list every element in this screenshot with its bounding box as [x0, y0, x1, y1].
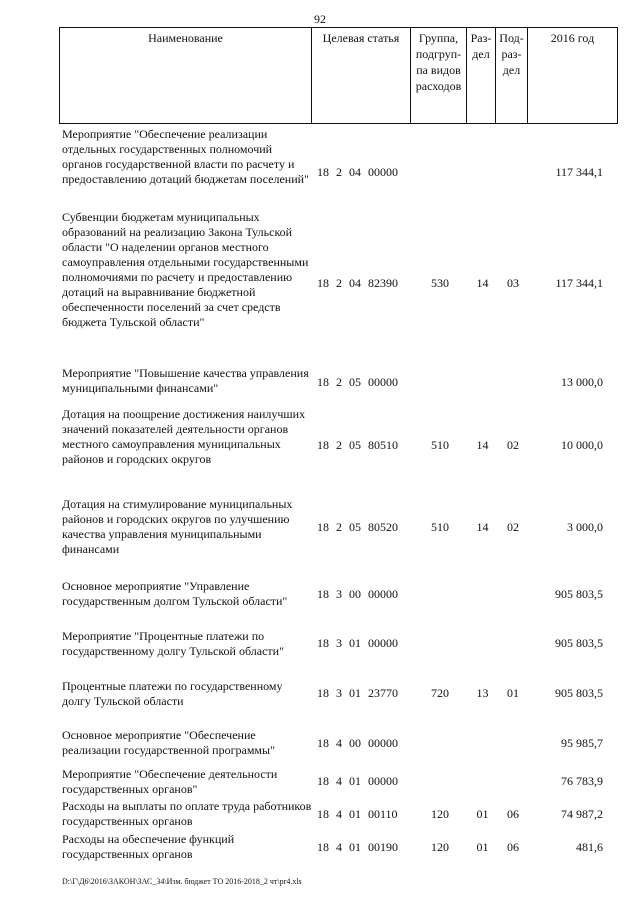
row-subsection: 02 — [507, 438, 519, 452]
row-code: 18 2 04 00000 — [317, 165, 398, 179]
row-name: Процентные платежи по государственному долгу Тульской области — [62, 679, 283, 708]
row-code: 18 3 01 23770 — [317, 686, 398, 700]
row-subsection: 06 — [507, 840, 519, 854]
row-amount: 74 987,2 — [561, 807, 603, 821]
row-name: Дотация на стимулирование муниципальных районов и городских округов по улучшению качества управления муниципальными финансами — [62, 497, 293, 556]
row-section: 01 — [476, 807, 489, 821]
row-name: Основное мероприятие "Обеспечение реализации государственной программы" — [62, 728, 275, 757]
row-name: Мероприятие "Повышение качества управления муниципальными финансами" — [62, 366, 309, 395]
row-group: 120 — [431, 807, 449, 821]
row-name: Мероприятие "Обеспечение деятельности государственных органов" — [62, 767, 278, 796]
row-subsection: 03 — [507, 276, 519, 290]
row-amount: 905 803,5 — [555, 587, 603, 601]
row-group: 120 — [431, 840, 449, 854]
row-name: Основное мероприятие "Управление государственным долгом Тульской области" — [62, 579, 288, 608]
header-subsection: Под-раз-дел — [496, 28, 528, 124]
row-code: 18 2 05 80520 — [317, 520, 398, 534]
row-amount: 117 344,1 — [555, 165, 603, 179]
header-year: 2016 год — [528, 28, 618, 124]
row-amount: 13 000,0 — [561, 375, 603, 389]
table-header — [59, 27, 618, 124]
row-name: Субвенции бюджетам муниципальных образований на реализацию Закона Тульской области "О наделении органов местного самоуправления отдельными государственными полномочиями по расчету и предоставлению дотаций на выравнивание бюджетной обеспеченности поселений за счет средств бюджета Тульской области" — [62, 210, 309, 329]
row-group: 510 — [431, 520, 449, 534]
row-amount: 95 985,7 — [561, 736, 603, 750]
row-group: 530 — [431, 276, 449, 290]
row-code: 18 2 05 80510 — [317, 438, 398, 452]
row-name: Расходы на обеспечение функций государственных органов — [62, 832, 235, 861]
row-code: 18 2 05 00000 — [317, 375, 398, 389]
row-code: 18 4 01 00110 — [317, 807, 398, 821]
row-group: 720 — [431, 686, 449, 700]
row-code: 18 4 01 00190 — [317, 840, 398, 854]
row-amount: 481,6 — [576, 840, 603, 854]
file-path-footer: D:\Г\Д6\2016\ЗАКОН\ЗАС_34\Изм. бюджет ТО 2016-2018_2 чт\pr4.xls — [62, 877, 302, 886]
row-subsection: 01 — [507, 686, 519, 700]
row-subsection: 02 — [507, 520, 519, 534]
row-name: Мероприятие "Обеспечение реализации отдельных государственных полномочий органов государственной власти по расчету и предоставлению дотаций бюджетам поселений" — [62, 127, 309, 186]
row-code: 18 2 04 82390 — [317, 276, 398, 290]
row-group: 510 — [431, 438, 449, 452]
row-code: 18 3 01 00000 — [317, 636, 398, 650]
header-name: Наименование — [60, 28, 312, 124]
row-amount: 117 344,1 — [555, 276, 603, 290]
header-section: Раз-дел — [467, 28, 496, 124]
row-amount: 10 000,0 — [561, 438, 603, 452]
row-code: 18 4 00 00000 — [317, 736, 398, 750]
row-subsection: 06 — [507, 807, 519, 821]
row-name: Расходы на выплаты по оплате труда работников государственных органов — [62, 799, 312, 828]
row-name: Дотация на поощрение достижения наилучших значений показателей деятельности органов местного самоуправления муниципальных районов и городских округов — [62, 407, 306, 466]
row-amount: 3 000,0 — [567, 520, 603, 534]
row-section: 14 — [476, 438, 489, 452]
row-amount: 76 783,9 — [561, 774, 603, 788]
row-code: 18 3 00 00000 — [317, 587, 398, 601]
row-section: 14 — [476, 276, 489, 290]
row-amount: 905 803,5 — [555, 636, 603, 650]
row-name: Мероприятие "Процентные платежи по государственному долгу Тульской области" — [62, 629, 284, 658]
header-target: Целевая статья — [312, 28, 411, 124]
row-code: 18 4 01 00000 — [317, 774, 398, 788]
row-section: 14 — [476, 520, 489, 534]
header-group: Группа, подгруп-па видов расходов — [411, 28, 467, 124]
page-number: 92 — [314, 12, 326, 26]
row-section: 01 — [476, 840, 489, 854]
row-amount: 905 803,5 — [555, 686, 603, 700]
row-section: 13 — [476, 686, 489, 700]
